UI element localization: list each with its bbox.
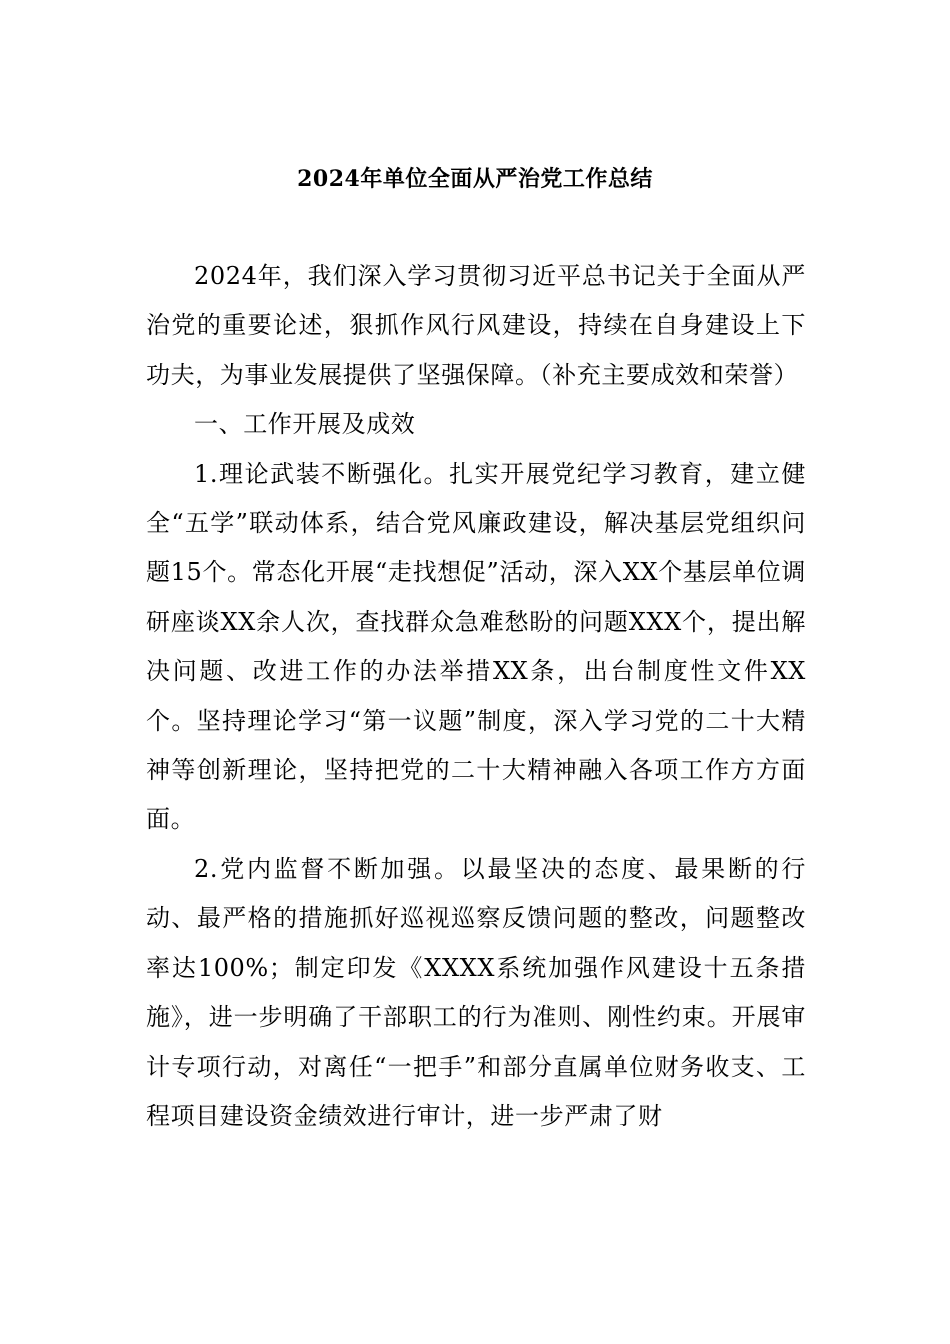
section-heading: 一、工作开展及成效	[194, 410, 416, 439]
intro-paragraph: 2024年，我们深入学习贯彻习近平总书记关于全面从严治党的重要论述，狠抓作风行风建设，持续在自身建设上下功夫，为事业发展提供了坚强保障。（补充主要成效和荣誉）	[146, 262, 806, 389]
document-title: 2024年单位全面从严治党工作总结	[297, 166, 653, 192]
paragraph-theory: 1.理论武装不断强化。扎实开展党纪学习教育，建立健全“五学”联动体系，结合党风廉政建设，解决基层党组织问题15个。常态化开展“走找想促”活动，深入XX个基层单位调研座谈XX余人次，查找群众急难愁盼的问题XXX个，提出解决问题、改进工作的办法举措XX条，出台制度性文件XX个。坚持理论学习“第一议题”制度，深入学习党的二十大精神等创新理论，坚持把党的二十大精神融入各项工作方方面面。	[146, 459, 806, 834]
paragraph-supervision: 2.党内监督不断加强。以最坚决的态度、最果断的行动、最严格的措施抓好巡视巡察反馈问题的整改，问题整改率达100%；制定印发《XXXX系统加强作风建设十五条措施》，进一步明确了干部职工的行为准则、刚性约束。开展审计专项行动，对离任“一把手”和部分直属单位财务收支、工程项目建设资金绩效进行审计，进一步严肃了财	[146, 854, 806, 1130]
document-body	[146, 252, 806, 1141]
